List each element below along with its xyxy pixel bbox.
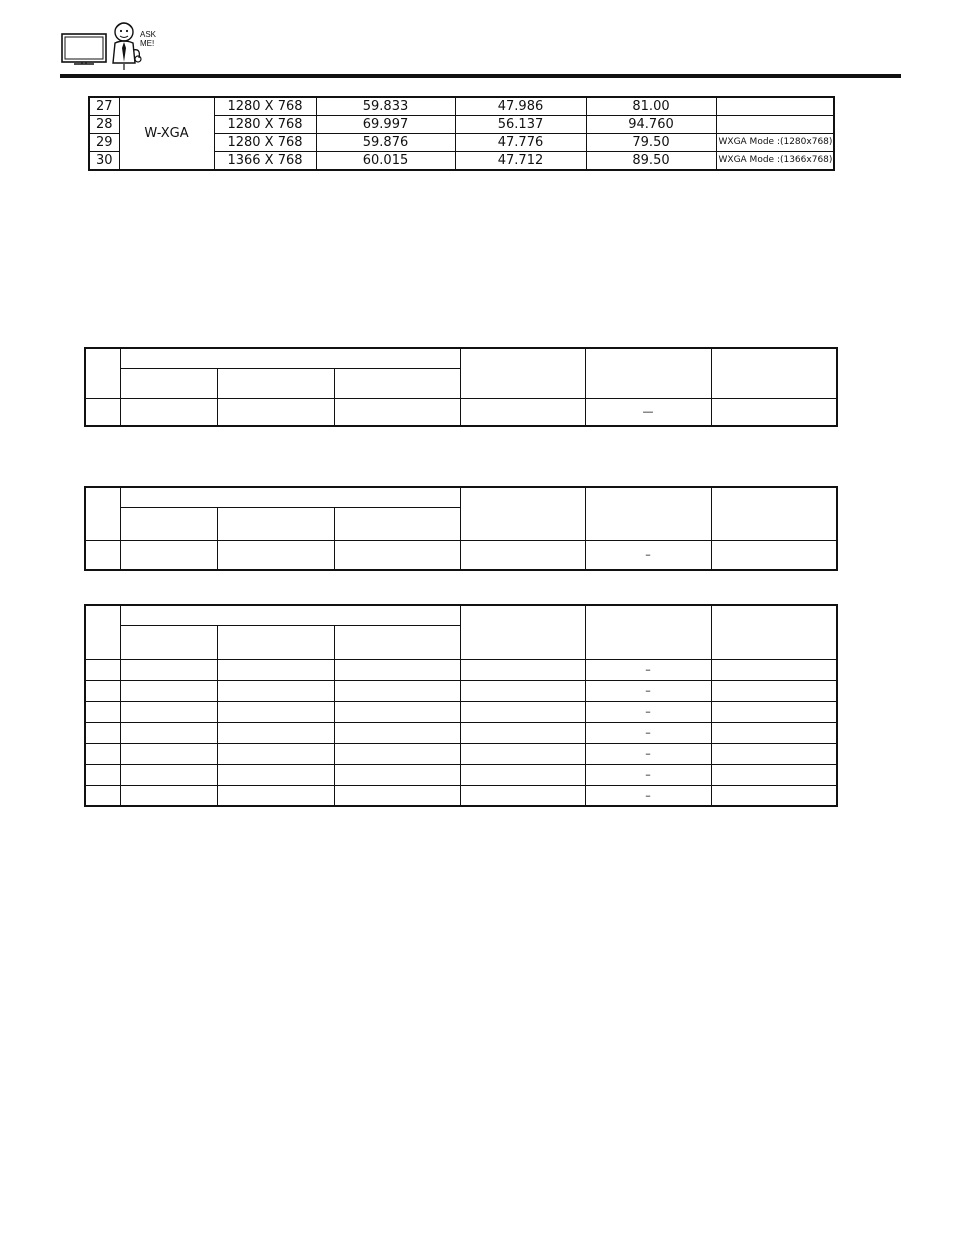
blank-cell <box>120 722 217 743</box>
blank-cell <box>711 743 837 764</box>
header-v-freq-cell <box>460 487 585 540</box>
blank-cell <box>334 743 460 764</box>
cell-h-freq: 56.137 <box>455 116 586 134</box>
blank-cell <box>711 722 837 743</box>
header-note-cell <box>711 605 837 659</box>
blank-cell <box>85 659 120 680</box>
blank-cell <box>711 785 837 806</box>
blank-cell <box>711 701 837 722</box>
blank-cell <box>120 743 217 764</box>
cell-note: WXGA Mode :(1280x768) <box>716 134 834 152</box>
header-note-cell <box>711 487 837 540</box>
blank-cell <box>334 701 460 722</box>
dash-mark: – <box>645 726 651 739</box>
dash-cell <box>585 680 711 701</box>
blank-cell <box>334 680 460 701</box>
row-number: 29 <box>89 134 119 152</box>
blank-cell <box>85 722 120 743</box>
dash-cell <box>585 659 711 680</box>
blank-cell <box>120 701 217 722</box>
cell-note <box>716 97 834 116</box>
table-row <box>85 743 837 764</box>
table-row <box>85 680 837 701</box>
logo-text-ask: ASK <box>140 30 157 39</box>
cell-note: WXGA Mode :(1366x768) <box>716 152 834 171</box>
cell-clock: 89.50 <box>586 152 716 171</box>
blank-cell <box>460 701 585 722</box>
cell-resolution: 1280 X 768 <box>214 116 316 134</box>
blank-cell <box>460 785 585 806</box>
row-number: 30 <box>89 152 119 171</box>
header-h-freq-cell <box>585 348 711 398</box>
blank-cell <box>334 398 460 426</box>
table-row <box>85 398 837 426</box>
subheader-cell <box>334 507 460 540</box>
dash-cell <box>585 701 711 722</box>
cell-clock: 94.760 <box>586 116 716 134</box>
dash-mark: – <box>645 747 651 760</box>
cell-h-freq: 47.776 <box>455 134 586 152</box>
cell-resolution: 1280 X 768 <box>214 97 316 116</box>
blank-cell <box>217 398 334 426</box>
cell-clock: 81.00 <box>586 97 716 116</box>
blank-cell <box>120 540 217 570</box>
blank-cell <box>120 398 217 426</box>
blank-cell <box>120 659 217 680</box>
blank-cell <box>460 540 585 570</box>
cell-v-freq: 69.997 <box>316 116 455 134</box>
cell-h-freq: 47.986 <box>455 97 586 116</box>
header-no-cell <box>85 605 120 659</box>
blank-cell <box>85 701 120 722</box>
blank-cell <box>85 764 120 785</box>
table-row <box>85 701 837 722</box>
header-no-cell <box>85 348 120 398</box>
dash-cell <box>585 722 711 743</box>
blank-cell <box>217 701 334 722</box>
header-h-freq-cell <box>585 487 711 540</box>
blank-cell <box>334 540 460 570</box>
blank-cell <box>217 540 334 570</box>
dash-cell <box>585 540 711 570</box>
blank-cell <box>711 398 837 426</box>
blank-table-3 <box>84 604 838 807</box>
header-group-cell <box>120 605 460 625</box>
cell-h-freq: 47.712 <box>455 152 586 171</box>
cell-resolution: 1366 X 768 <box>214 152 316 171</box>
blank-cell <box>460 659 585 680</box>
dash-mark: – <box>645 768 651 781</box>
blank-cell <box>85 398 120 426</box>
dash-mark: – <box>645 684 651 697</box>
header-row <box>85 348 837 368</box>
header-v-freq-cell <box>460 605 585 659</box>
blank-cell <box>460 680 585 701</box>
blank-table-2 <box>84 486 838 571</box>
blank-cell <box>460 743 585 764</box>
blank-cell <box>460 722 585 743</box>
blank-cell <box>217 743 334 764</box>
subheader-cell <box>334 368 460 398</box>
blank-cell <box>217 722 334 743</box>
header-rule <box>60 74 901 78</box>
header-v-freq-cell <box>460 348 585 398</box>
blank-cell <box>120 680 217 701</box>
cell-v-freq: 59.876 <box>316 134 455 152</box>
blank-cell <box>217 764 334 785</box>
header-note-cell <box>711 348 837 398</box>
blank-table-1 <box>84 347 838 427</box>
header-row <box>85 605 837 625</box>
dash-cell <box>585 785 711 806</box>
blank-cell <box>711 659 837 680</box>
blank-cell <box>217 680 334 701</box>
header-no-cell <box>85 487 120 540</box>
subheader-cell <box>217 507 334 540</box>
signal-timing-table <box>88 96 835 171</box>
subheader-cell <box>120 625 217 659</box>
blank-cell <box>85 785 120 806</box>
subheader-cell <box>120 368 217 398</box>
dash-cell <box>585 764 711 785</box>
blank-cell <box>334 722 460 743</box>
cell-resolution: 1280 X 768 <box>214 134 316 152</box>
blank-cell <box>711 540 837 570</box>
blank-cell <box>85 680 120 701</box>
header-h-freq-cell <box>585 605 711 659</box>
cell-v-freq: 59.833 <box>316 97 455 116</box>
blank-cell <box>460 764 585 785</box>
cell-v-freq: 60.015 <box>316 152 455 171</box>
dash-mark: – <box>645 663 651 676</box>
signal-group-label: W-XGA <box>119 97 214 170</box>
dash-mark: – <box>645 548 651 562</box>
blank-cell <box>334 764 460 785</box>
dash-cell <box>585 398 711 426</box>
subheader-cell <box>217 368 334 398</box>
subheader-cell <box>334 625 460 659</box>
blank-cell <box>334 659 460 680</box>
table-row <box>85 722 837 743</box>
blank-cell <box>711 764 837 785</box>
blank-cell <box>460 398 585 426</box>
dash-cell <box>585 743 711 764</box>
blank-cell <box>120 785 217 806</box>
blank-cell <box>85 743 120 764</box>
table-row <box>89 97 834 116</box>
row-number: 27 <box>89 97 119 116</box>
header-group-cell <box>120 487 460 507</box>
subheader-cell <box>217 625 334 659</box>
row-number: 28 <box>89 116 119 134</box>
blank-cell <box>217 785 334 806</box>
dash-mark: — <box>642 405 654 419</box>
blank-cell <box>120 764 217 785</box>
ask-me-mascot-with-tv-icon <box>60 18 160 72</box>
blank-cell <box>85 540 120 570</box>
header-group-cell <box>120 348 460 368</box>
cell-clock: 79.50 <box>586 134 716 152</box>
cell-note <box>716 116 834 134</box>
table-row <box>85 764 837 785</box>
logo-text-me: ME! <box>140 39 155 48</box>
blank-cell <box>217 659 334 680</box>
table-row <box>85 659 837 680</box>
dash-mark: – <box>645 705 651 718</box>
table-row <box>85 540 837 570</box>
blank-cell <box>711 680 837 701</box>
subheader-cell <box>120 507 217 540</box>
blank-cell <box>334 785 460 806</box>
table-row <box>85 785 837 806</box>
header-row <box>85 487 837 507</box>
dash-mark: – <box>645 788 651 802</box>
